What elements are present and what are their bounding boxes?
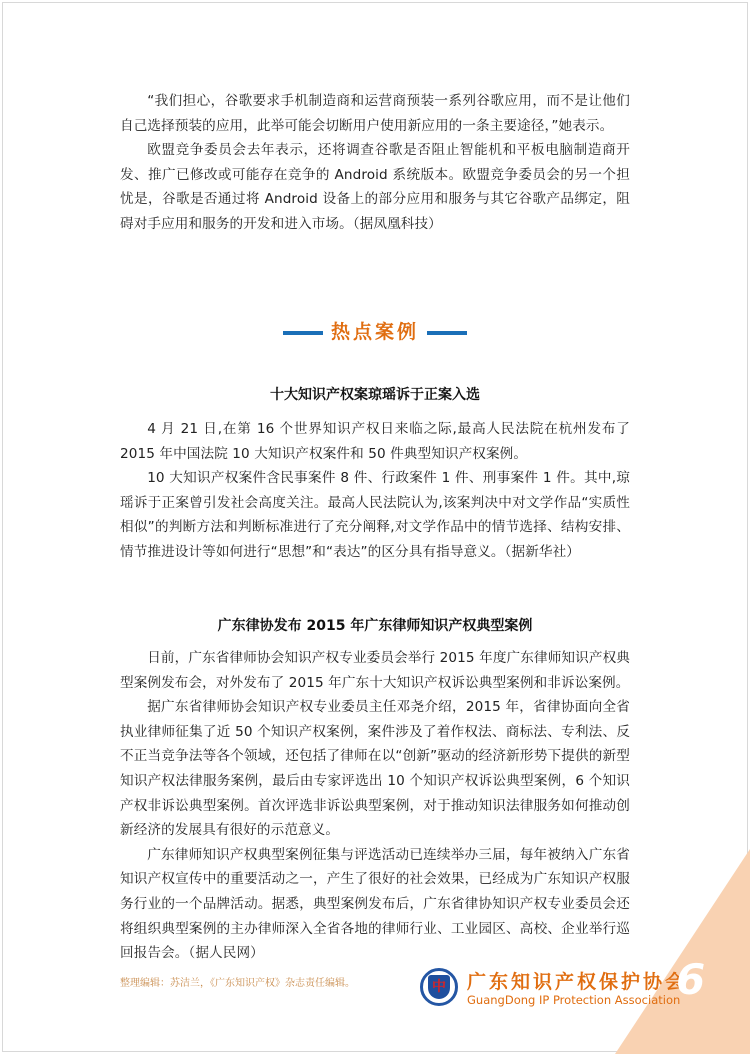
- paragraph: 10 大知识产权案件含民事案件 8 件、行政案件 1 件、刑事案件 1 件。其中,琼瑶诉于正案曾引发社会高度关注。最高人民法院认为,该案判决中对文学作品“实质性相似”的判断方法和判断标准进行了充分阐释,对文学作品中的情节选择、结构安排、情节推进设计等如何进行“思想”和“表达”的区分具有指导意义。（据新华社）: [120, 470, 630, 560]
- article-title: 十大知识产权案琼瑶诉于正案入选: [270, 387, 480, 403]
- article-1: [120, 385, 630, 565]
- association-logo-icon: [420, 968, 458, 1006]
- section-title: 热点案例: [330, 321, 419, 343]
- association-name-en: GuangDong IP Protection Association: [467, 993, 681, 1007]
- corner-decoration: [615, 849, 750, 1054]
- section-heading: [0, 317, 750, 344]
- page-number: 6: [676, 955, 706, 1004]
- logo-mark: 中: [428, 975, 450, 999]
- paragraph: 欧盟竞争委员会去年表示，还将调查谷歌是否阻止智能机和平板电脑制造商开发、推广已修改或可能存在竞争的 Android 系统版本。欧盟竞争委员会的另一个担忧是，谷歌是否通过将 Android 设备上的部分应用和服务与其它谷歌产品绑定，阻碍对手应用和服务的开发和进入市场。（据凤凰科技）: [120, 142, 630, 232]
- paragraph: “我们担心，谷歌要求手机制造商和运营商预装一系列谷歌应用，而不是让他们自己选择预装的应用，此举可能会切断用户使用新应用的一条主要途径，”她表示。: [120, 93, 630, 134]
- paragraph: 4 月 21 日,在第 16 个世界知识产权日来临之际,最高人民法院在杭州发布了 2015 年中国法院 10 大知识产权案件和 50 件典型知识产权案例。: [120, 421, 630, 462]
- paragraph: 日前，广东省律师协会知识产权专业委员会举行 2015 年度广东律师知识产权典型案例发布会，对外发布了 2015 年广东十大知识产权诉讼典型案例和非诉讼案例。: [120, 650, 630, 691]
- intro-text: [120, 89, 630, 237]
- editor-note: 整理编辑：苏洁兰，《广东知识产权》杂志责任编辑。: [120, 978, 355, 989]
- paragraph: 据广东省律师协会知识产权专业委员主任邓尧介绍，2015 年，省律协面向全省执业律师征集了近 50 个知识产权案例，案件涉及了着作权法、商标法、专利法、反不正当竞争法等各个领域，还包括了律师在以“创新”驱动的经济新形势下提供的新型知识产权法律服务案例，最后由专家评选出 10 个知识产权诉讼典型案例，6 个知识产权非诉讼典型案例。首次评选非诉讼典型案例，对于推动知识法律服务如何推动创新经济的发展具有很好的示范意义。: [120, 699, 630, 839]
- divider-left: [283, 331, 323, 335]
- paragraph: 广东律师知识产权典型案例征集与评选活动已连续举办三届，每年被纳入广东省知识产权宣传中的重要活动之一，产生了很好的社会效果，已经成为广东知识产权服务行业的一个品牌活动。据悉，典型案例发布后，广东省律协知识产权专业委员会还将组织典型案例的主办律师深入全省各地的律师行业、工业园区、高校、企业举行巡回报告会。（据人民网）: [120, 846, 630, 962]
- article-title: 广东律协发布 2015 年广东律师知识产权典型案例: [217, 618, 533, 634]
- association-name-cn: 广东知识产权保护协会: [467, 971, 688, 993]
- divider-right: [427, 331, 467, 335]
- article-2: [120, 616, 630, 966]
